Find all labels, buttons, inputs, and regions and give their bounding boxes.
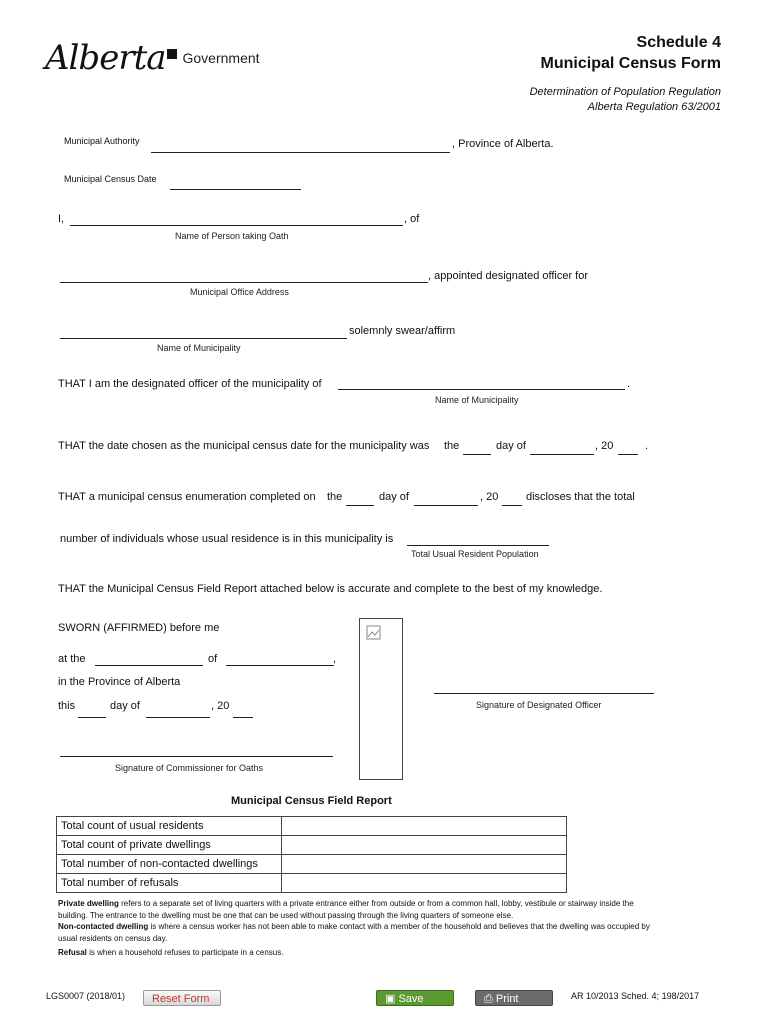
field-report-table bbox=[56, 816, 567, 893]
sworn-day-of: day of bbox=[110, 700, 140, 712]
officer-municipality-label: Name of Municipality bbox=[435, 395, 519, 405]
municipality-label: Name of Municipality bbox=[157, 343, 241, 353]
municipality-input[interactable] bbox=[60, 324, 347, 339]
private-dwelling-term: Private dwelling bbox=[58, 899, 119, 908]
report-row-label: Total number of refusals bbox=[57, 874, 282, 893]
image-placeholder-icon bbox=[366, 625, 382, 641]
sworn-comma: , bbox=[333, 653, 337, 665]
officer-municipality-input[interactable] bbox=[338, 375, 625, 390]
ar-reference: AR 10/2013 Sched. 4; 198/2017 bbox=[571, 991, 700, 1001]
private-dwellings-input[interactable] bbox=[282, 836, 567, 855]
that-date-text: THAT the date chosen as the municipal census date for the municipality was bbox=[58, 440, 430, 452]
census-month-input[interactable] bbox=[530, 440, 594, 455]
date-period: . bbox=[645, 440, 649, 452]
regulation-block bbox=[530, 85, 721, 115]
at-the-text: at the bbox=[58, 653, 86, 665]
officer-signature-label: Signature of Designated Officer bbox=[476, 700, 602, 710]
enum-day-input[interactable] bbox=[346, 491, 374, 506]
enum-day-of: day of bbox=[379, 491, 409, 503]
date-comma-20: , 20 bbox=[595, 440, 614, 452]
census-year-input[interactable] bbox=[618, 440, 638, 455]
sworn-of-text: of bbox=[208, 653, 218, 665]
reset-form-button[interactable] bbox=[143, 990, 221, 1006]
that-officer-text: THAT I am the designated officer of the municipality of bbox=[58, 378, 322, 390]
printer-icon: ⎙ bbox=[484, 993, 493, 1005]
enum-year-input[interactable] bbox=[502, 491, 522, 506]
municipal-authority-input[interactable] bbox=[151, 138, 450, 153]
enum-the: the bbox=[327, 491, 343, 503]
schedule-title: Schedule 4 bbox=[636, 34, 721, 51]
commissioner-signature-label: Signature of Commissioner for Oaths bbox=[115, 763, 264, 773]
report-row-label: Total number of non-contacted dwellings bbox=[57, 855, 282, 874]
total-population-input[interactable] bbox=[407, 531, 549, 546]
in-province-text: in the Province of Alberta bbox=[58, 676, 181, 688]
sworn-place-input[interactable] bbox=[95, 651, 203, 666]
sworn-year-input[interactable] bbox=[233, 703, 253, 718]
table-row bbox=[57, 836, 567, 855]
office-address-label: Municipal Office Address bbox=[190, 287, 289, 297]
report-row-label: Total count of private dwellings bbox=[57, 836, 282, 855]
census-day-input[interactable] bbox=[463, 440, 491, 455]
sworn-month-input[interactable] bbox=[146, 703, 210, 718]
this-text: this bbox=[58, 700, 76, 712]
form-title: Municipal Census Form bbox=[540, 55, 721, 72]
sworn-text: SWORN (AFFIRMED) before me bbox=[58, 622, 220, 634]
discloses-text: discloses that the total bbox=[526, 491, 635, 503]
swear-text: solemnly swear/affirm bbox=[349, 325, 456, 337]
definitions-block bbox=[58, 898, 658, 959]
save-form-label: Save Form bbox=[385, 993, 424, 1021]
stamp-box[interactable] bbox=[359, 618, 403, 780]
save-icon: ▣ bbox=[385, 993, 396, 1005]
reset-form-label: Reset Form bbox=[152, 993, 210, 1005]
sworn-comma-20: , 20 bbox=[211, 700, 230, 712]
total-population-label: Total Usual Resident Population bbox=[411, 549, 539, 559]
regulation-name: Determination of Population Regulation bbox=[529, 86, 721, 98]
province-suffix: , Province of Alberta. bbox=[452, 138, 554, 150]
refusals-input[interactable] bbox=[282, 874, 567, 893]
logo-wordmark: Alberta bbox=[45, 38, 166, 78]
regulation-number: Alberta Regulation 63/2001 bbox=[587, 101, 721, 113]
refusal-text: is when a household refuses to participate in a census. bbox=[86, 948, 284, 957]
date-day-of: day of bbox=[496, 440, 526, 452]
table-row bbox=[57, 855, 567, 874]
person-name-label: Name of Person taking Oath bbox=[175, 231, 289, 241]
non-contacted-def bbox=[58, 921, 658, 944]
date-the: the bbox=[444, 440, 460, 452]
commissioner-signature-line[interactable] bbox=[60, 756, 333, 757]
non-contacted-text: is where a census worker has not been able to make contact with a member of the household and believes that the dwelling was occupied by usual residents on census day. bbox=[58, 922, 650, 943]
census-date-input[interactable] bbox=[170, 175, 301, 190]
officer-period: . bbox=[627, 378, 631, 390]
officer-signature-line[interactable] bbox=[434, 693, 654, 694]
of-suffix: , of bbox=[404, 213, 420, 225]
sworn-day-input[interactable] bbox=[78, 703, 106, 718]
private-dwelling-def bbox=[58, 898, 658, 921]
report-row-label: Total count of usual residents bbox=[57, 817, 282, 836]
that-report-text: THAT the Municipal Census Field Report attached below is accurate and complete to the best of my knowledge. bbox=[58, 583, 603, 595]
person-name-input[interactable] bbox=[70, 211, 403, 226]
municipal-authority-label: Municipal Authority bbox=[64, 136, 140, 146]
report-title: Municipal Census Field Report bbox=[231, 795, 392, 807]
save-form-button[interactable] bbox=[376, 990, 454, 1021]
non-contacted-term: Non-contacted dwelling bbox=[58, 922, 149, 931]
refusal-def bbox=[58, 947, 658, 959]
appointed-text: , appointed designated officer for bbox=[428, 270, 589, 282]
i-prefix: I, bbox=[58, 213, 65, 225]
form-code: LGS0007 (2018/01) bbox=[46, 991, 126, 1001]
census-date-label: Municipal Census Date bbox=[64, 174, 157, 184]
that-enum-text: THAT a municipal census enumeration completed on bbox=[58, 491, 316, 503]
table-row bbox=[57, 874, 567, 893]
sworn-location-input[interactable] bbox=[226, 651, 337, 666]
non-contacted-input[interactable] bbox=[282, 855, 567, 874]
form-heading bbox=[541, 34, 721, 73]
enum-comma-20: , 20 bbox=[480, 491, 499, 503]
number-individuals-text: number of individuals whose usual residence is in this municipality is bbox=[60, 533, 394, 545]
logo-government-text: Government bbox=[182, 50, 260, 66]
alberta-government-logo bbox=[45, 38, 260, 78]
office-address-input[interactable] bbox=[60, 268, 428, 283]
usual-residents-input[interactable] bbox=[282, 817, 567, 836]
table-row bbox=[57, 817, 567, 836]
print-form-label: Print Form bbox=[484, 993, 519, 1021]
enum-month-input[interactable] bbox=[414, 491, 478, 506]
print-form-button[interactable] bbox=[475, 990, 553, 1021]
logo-flag-icon bbox=[167, 49, 177, 59]
refusal-term: Refusal bbox=[58, 948, 87, 957]
private-dwelling-text: refers to a separate set of living quarters with a private entrance either from outside or from a common hall, lobby, vestibule or stairway inside the building. The entrance to the dwelling must be one that can be used without passing through the living quarters of someone else. bbox=[58, 899, 634, 920]
